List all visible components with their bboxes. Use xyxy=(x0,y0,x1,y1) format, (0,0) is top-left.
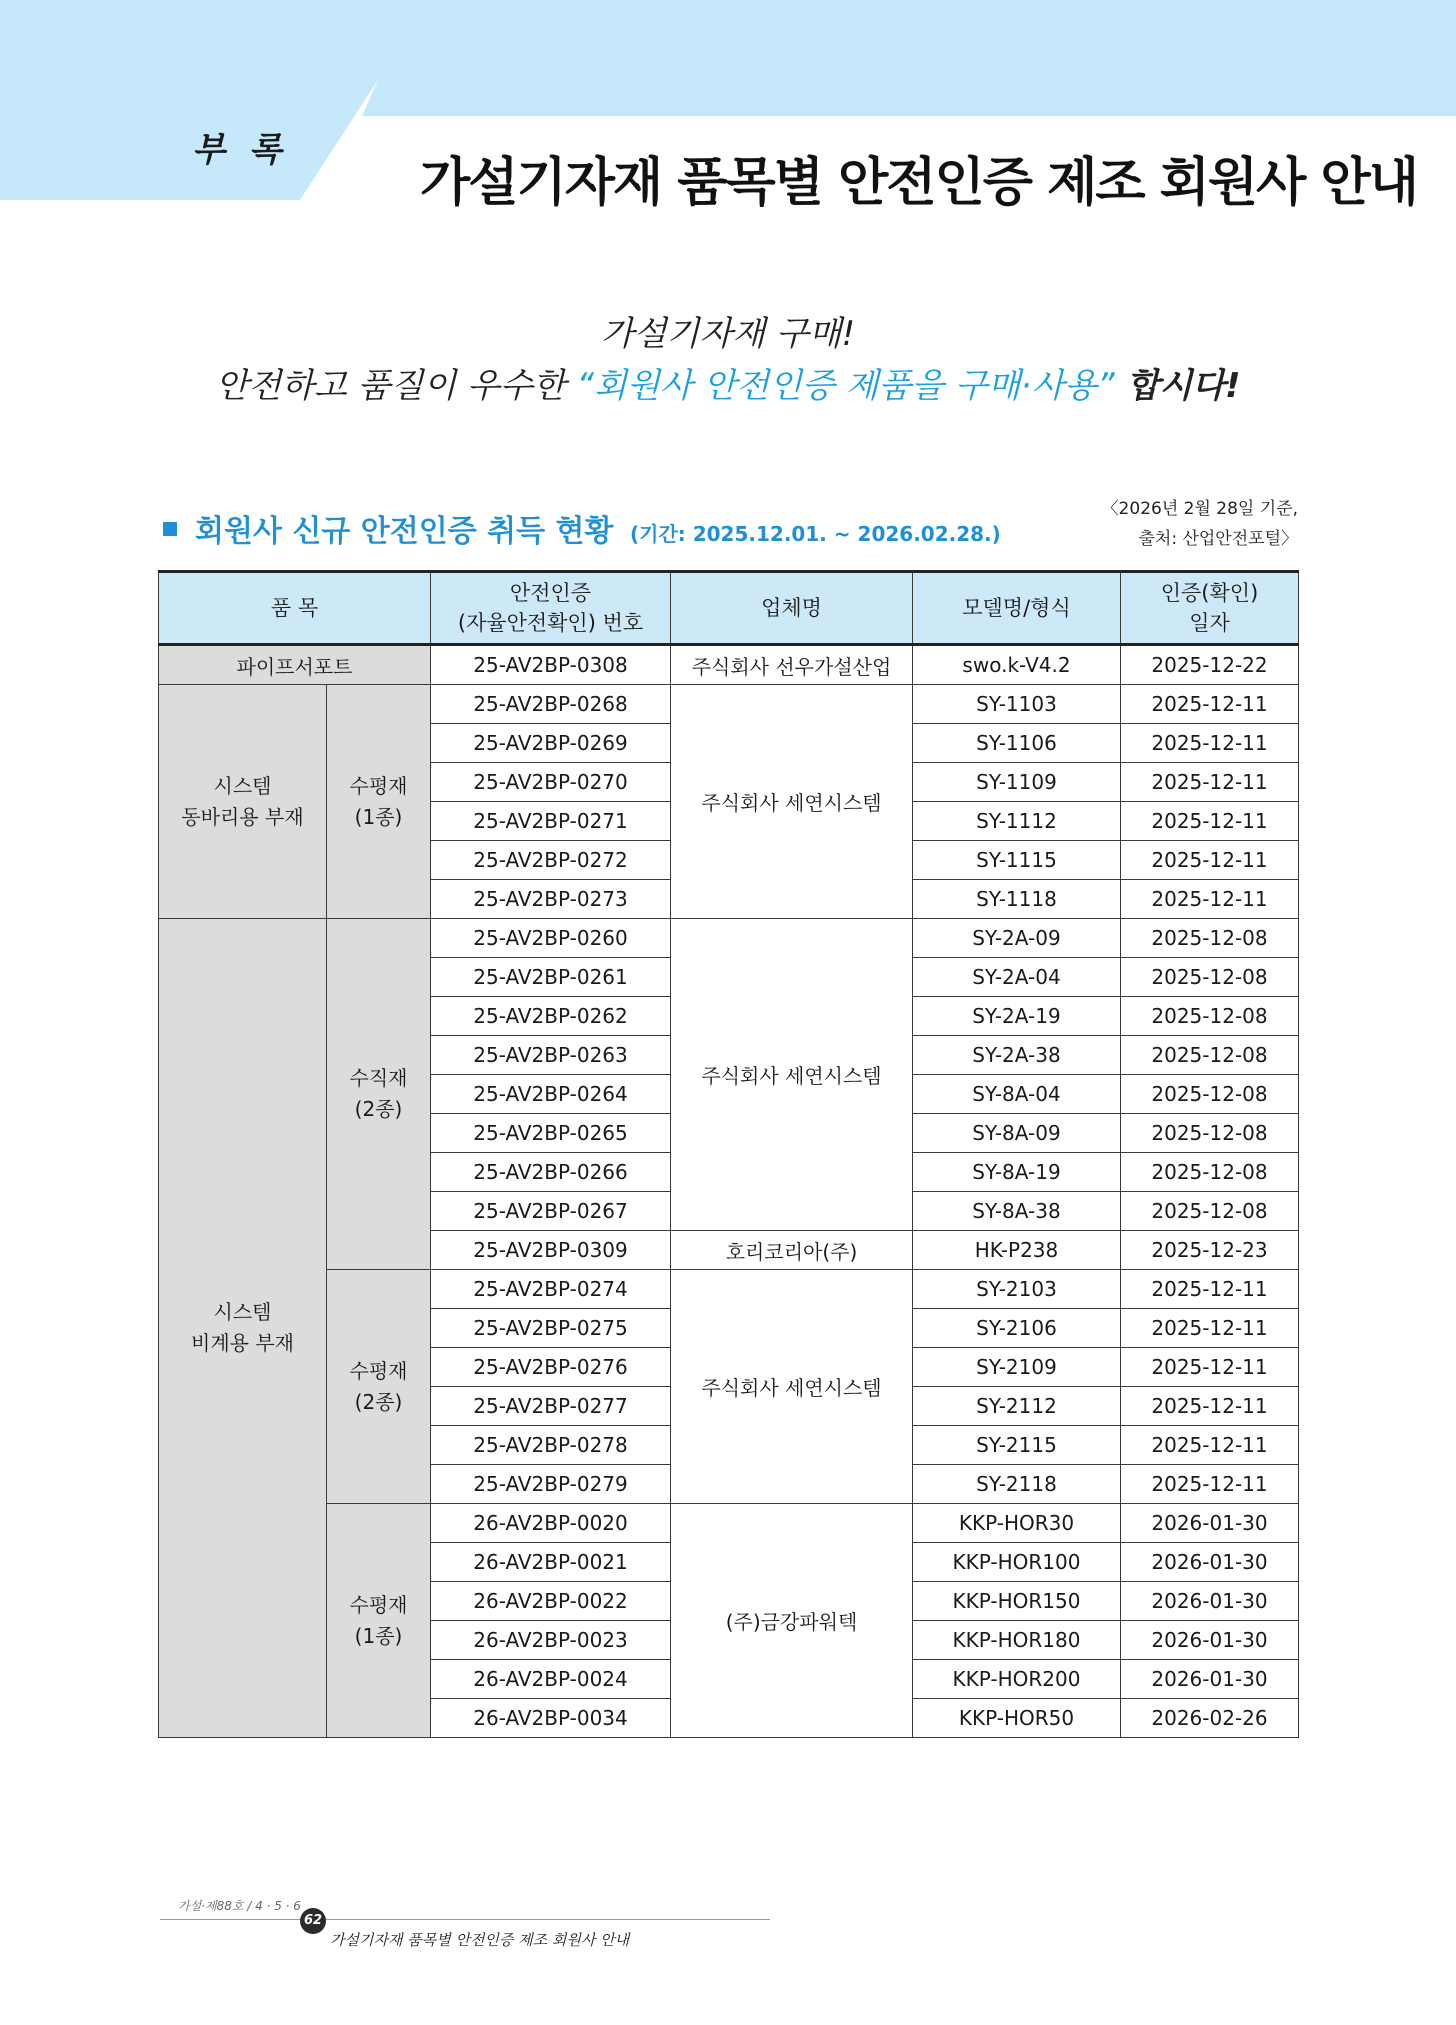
subitem-cell xyxy=(327,685,431,919)
cert-cell: 25-AV2BP-0261 xyxy=(431,958,671,997)
subitem-cell xyxy=(327,919,431,1270)
item-line-2: 비계용 부재 xyxy=(191,1331,294,1355)
model-cell: SY-2A-38 xyxy=(913,1036,1121,1075)
slogan-highlight: “회원사 안전인증 제품을 구매·사용” xyxy=(576,366,1115,406)
subitem-line-1: 수평재 xyxy=(349,1592,408,1617)
cert-cell: 25-AV2BP-0272 xyxy=(431,841,671,880)
cert-cell: 26-AV2BP-0021 xyxy=(431,1543,671,1582)
subitem-cell xyxy=(327,1270,431,1504)
model-cell: SY-8A-04 xyxy=(913,1075,1121,1114)
cert-cell: 25-AV2BP-0260 xyxy=(431,919,671,958)
table-row xyxy=(159,645,1299,685)
model-cell: KKP-HOR30 xyxy=(913,1504,1121,1543)
cert-cell: 25-AV2BP-0273 xyxy=(431,880,671,919)
top-color-band xyxy=(0,0,1456,80)
date-cell: 2026-02-26 xyxy=(1121,1699,1299,1738)
table-row xyxy=(159,1504,1299,1543)
source-note-line-1: 〈2026년 2월 28일 기준, xyxy=(1101,499,1298,519)
date-cell: 2025-12-08 xyxy=(1121,1114,1299,1153)
model-cell: KKP-HOR180 xyxy=(913,1621,1121,1660)
model-cell: KKP-HOR50 xyxy=(913,1699,1121,1738)
page-title: 가설기자재 품목별 안전인증 제조 회원사 안내 xyxy=(420,153,1417,213)
date-cell: 2025-12-23 xyxy=(1121,1231,1299,1270)
subitem-line-1: 수평재 xyxy=(349,1358,408,1383)
footer-issue: 가설·제88호 / 4 · 5 · 6 xyxy=(178,1899,301,1913)
model-cell: SY-1109 xyxy=(913,763,1121,802)
cert-cell: 25-AV2BP-0274 xyxy=(431,1270,671,1309)
date-cell: 2025-12-08 xyxy=(1121,1036,1299,1075)
table-row xyxy=(159,919,1299,958)
cert-cell: 25-AV2BP-0267 xyxy=(431,1192,671,1231)
cert-cell: 25-AV2BP-0279 xyxy=(431,1465,671,1504)
cert-cell: 25-AV2BP-0309 xyxy=(431,1231,671,1270)
source-note xyxy=(1102,494,1298,554)
cert-cell: 25-AV2BP-0268 xyxy=(431,685,671,724)
company-cell: 주식회사 세연시스템 xyxy=(671,1270,913,1504)
cert-cell: 25-AV2BP-0265 xyxy=(431,1114,671,1153)
date-cell: 2025-12-11 xyxy=(1121,763,1299,802)
header-item: 품 목 xyxy=(159,572,431,645)
model-cell: SY-1103 xyxy=(913,685,1121,724)
date-cell: 2025-12-11 xyxy=(1121,1387,1299,1426)
date-cell: 2025-12-22 xyxy=(1121,645,1299,685)
cert-cell: 26-AV2BP-0023 xyxy=(431,1621,671,1660)
cert-cell: 26-AV2BP-0024 xyxy=(431,1660,671,1699)
cert-cell: 25-AV2BP-0263 xyxy=(431,1036,671,1075)
item-line-1: 시스템 xyxy=(213,1300,272,1324)
header-cert-line-1: 안전인증 xyxy=(509,581,592,605)
company-cell: 주식회사 세연시스템 xyxy=(671,919,913,1231)
cert-cell: 25-AV2BP-0262 xyxy=(431,997,671,1036)
section-title: 회원사 신규 안전인증 취득 현황 xyxy=(195,514,614,549)
cert-cell: 26-AV2BP-0020 xyxy=(431,1504,671,1543)
model-cell: KKP-HOR150 xyxy=(913,1582,1121,1621)
cert-cell: 25-AV2BP-0275 xyxy=(431,1309,671,1348)
date-cell: 2025-12-11 xyxy=(1121,1465,1299,1504)
cert-cell: 26-AV2BP-0022 xyxy=(431,1582,671,1621)
model-cell: HK-P238 xyxy=(913,1231,1121,1270)
page-number: 62 xyxy=(300,1908,326,1934)
model-cell: SY-2A-04 xyxy=(913,958,1121,997)
date-cell: 2025-12-11 xyxy=(1121,880,1299,919)
slogan-line-1: 가설기자재 구매! xyxy=(600,314,856,354)
footer-divider xyxy=(160,1919,770,1920)
cert-cell: 25-AV2BP-0269 xyxy=(431,724,671,763)
square-bullet-icon xyxy=(163,522,177,536)
subitem-cell xyxy=(327,1504,431,1738)
date-cell: 2025-12-08 xyxy=(1121,997,1299,1036)
date-cell: 2025-12-11 xyxy=(1121,1348,1299,1387)
date-cell: 2025-12-11 xyxy=(1121,802,1299,841)
model-cell: SY-2A-19 xyxy=(913,997,1121,1036)
cert-cell: 25-AV2BP-0264 xyxy=(431,1075,671,1114)
subitem-line-2: (1종) xyxy=(354,1623,403,1648)
model-cell: SY-2112 xyxy=(913,1387,1121,1426)
cert-cell: 25-AV2BP-0276 xyxy=(431,1348,671,1387)
date-cell: 2025-12-08 xyxy=(1121,958,1299,997)
date-cell: 2025-12-08 xyxy=(1121,1075,1299,1114)
company-cell: (주)금강파워텍 xyxy=(671,1504,913,1738)
company-cell: 주식회사 세연시스템 xyxy=(671,685,913,919)
item-cell xyxy=(159,919,327,1738)
item-line-2: 동바리용 부재 xyxy=(181,804,304,829)
date-cell: 2025-12-11 xyxy=(1121,1426,1299,1465)
header-model: 모델명/형식 xyxy=(913,572,1121,645)
date-cell: 2025-12-11 xyxy=(1121,841,1299,880)
model-cell: SY-8A-09 xyxy=(913,1114,1121,1153)
footer-title: 가설기자재 품목별 안전인증 제조 회원사 안내 xyxy=(330,1931,630,1949)
subitem-line-1: 수평재 xyxy=(349,773,408,798)
cert-cell: 25-AV2BP-0277 xyxy=(431,1387,671,1426)
certification-table xyxy=(158,570,1299,1738)
header-cert-number xyxy=(431,572,671,645)
cert-cell: 25-AV2BP-0278 xyxy=(431,1426,671,1465)
section-period: (기간: 2025.12.01. ~ 2026.02.28.) xyxy=(629,522,1001,546)
subitem-line-2: (1종) xyxy=(354,804,403,829)
model-cell: SY-2109 xyxy=(913,1348,1121,1387)
model-cell: SY-2A-09 xyxy=(913,919,1121,958)
date-cell: 2025-12-11 xyxy=(1121,724,1299,763)
date-cell: 2025-12-11 xyxy=(1121,1309,1299,1348)
model-cell: SY-1106 xyxy=(913,724,1121,763)
model-cell: SY-8A-19 xyxy=(913,1153,1121,1192)
cert-cell: 25-AV2BP-0308 xyxy=(431,645,671,685)
header-date xyxy=(1121,572,1299,645)
cert-cell: 25-AV2BP-0271 xyxy=(431,802,671,841)
header-date-line-1: 인증(확인) xyxy=(1160,581,1259,605)
company-cell: 주식회사 선우가설산업 xyxy=(671,645,913,685)
model-cell: KKP-HOR100 xyxy=(913,1543,1121,1582)
date-cell: 2025-12-08 xyxy=(1121,1192,1299,1231)
model-cell: SY-2106 xyxy=(913,1309,1121,1348)
header-date-line-2: 일자 xyxy=(1189,611,1230,635)
model-cell: SY-2115 xyxy=(913,1426,1121,1465)
slogan-part-after: 합시다! xyxy=(1114,366,1241,406)
header-company: 업체명 xyxy=(671,572,913,645)
company-cell: 호리코리아(주) xyxy=(671,1231,913,1270)
item-cell: 파이프서포트 xyxy=(159,645,431,685)
date-cell: 2026-01-30 xyxy=(1121,1582,1299,1621)
date-cell: 2026-01-30 xyxy=(1121,1504,1299,1543)
model-cell: SY-2118 xyxy=(913,1465,1121,1504)
subitem-line-2: (2종) xyxy=(354,1389,403,1414)
slogan-line-2 xyxy=(0,358,1456,407)
date-cell: 2025-12-11 xyxy=(1121,1270,1299,1309)
subitem-line-1: 수직재 xyxy=(349,1066,408,1090)
date-cell: 2025-12-08 xyxy=(1121,919,1299,958)
model-cell: swo.k-V4.2 xyxy=(913,645,1121,685)
appendix-label: 부 록 xyxy=(192,130,288,170)
date-cell: 2026-01-30 xyxy=(1121,1621,1299,1660)
model-cell: SY-1118 xyxy=(913,880,1121,919)
section-heading xyxy=(163,506,1001,550)
model-cell: KKP-HOR200 xyxy=(913,1660,1121,1699)
cert-cell: 26-AV2BP-0034 xyxy=(431,1699,671,1738)
subitem-line-2: (2종) xyxy=(354,1097,403,1121)
source-note-line-2: 출처: 산업안전포털〉 xyxy=(1138,529,1298,549)
date-cell: 2025-12-08 xyxy=(1121,1153,1299,1192)
model-cell: SY-8A-38 xyxy=(913,1192,1121,1231)
date-cell: 2026-01-30 xyxy=(1121,1660,1299,1699)
table-header-row xyxy=(159,572,1299,645)
model-cell: SY-1115 xyxy=(913,841,1121,880)
cert-cell: 25-AV2BP-0270 xyxy=(431,763,671,802)
table-row xyxy=(159,685,1299,724)
model-cell: SY-1112 xyxy=(913,802,1121,841)
cert-cell: 25-AV2BP-0266 xyxy=(431,1153,671,1192)
date-cell: 2025-12-11 xyxy=(1121,685,1299,724)
slogan-part-before: 안전하고 품질이 우수한 xyxy=(215,366,577,406)
item-cell xyxy=(159,685,327,919)
date-cell: 2026-01-30 xyxy=(1121,1543,1299,1582)
header-cert-line-2: (자율안전확인) 번호 xyxy=(457,611,644,635)
model-cell: SY-2103 xyxy=(913,1270,1121,1309)
table-row xyxy=(159,1270,1299,1309)
item-line-1: 시스템 xyxy=(213,773,272,798)
